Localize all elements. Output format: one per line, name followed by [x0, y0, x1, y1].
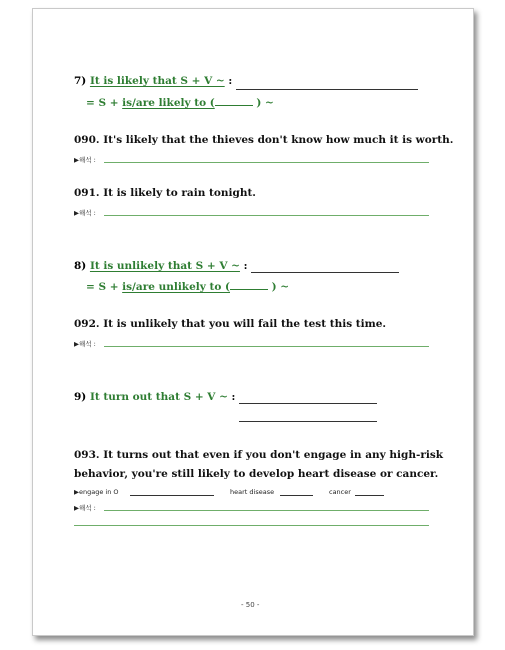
- section-9-blank-1[interactable]: [239, 403, 377, 404]
- section-9-blank-2[interactable]: [239, 421, 377, 422]
- page-number: - 50 -: [241, 601, 260, 609]
- translation-label-090: ▶해석 :: [74, 156, 96, 164]
- section-9-colon: :: [231, 391, 236, 403]
- translation-line-093-1[interactable]: [104, 510, 429, 511]
- translation-label-091: ▶해석 :: [74, 209, 96, 217]
- section-8-heading: [74, 260, 248, 272]
- section-7-rule: [86, 96, 274, 109]
- worksheet-page: [32, 8, 474, 636]
- section-8-close: ) ~: [271, 281, 290, 293]
- section-7-rule-text: is/are likely to (: [122, 97, 215, 109]
- section-8-rule-text: is/are unlikely to (: [122, 281, 230, 293]
- section-8-blank[interactable]: [251, 272, 399, 273]
- vocab-cancer-label: cancer: [329, 488, 351, 496]
- vocab-heart-blank[interactable]: [280, 495, 313, 496]
- translation-label-092: ▶해석 :: [74, 340, 96, 348]
- question-090: 090. It's likely that the thieves don't know how much it is worth.: [74, 134, 454, 146]
- translation-line-090[interactable]: [104, 162, 429, 163]
- section-9-pattern: It turn out that S + V ~: [89, 391, 228, 403]
- question-093-line1: 093. It turns out that even if you don't engage in any high-risk: [74, 449, 444, 461]
- section-7-blank[interactable]: [236, 89, 418, 90]
- section-9-heading: [74, 391, 235, 403]
- section-7-close: ) ~: [256, 97, 274, 109]
- section-7-colon: :: [228, 75, 233, 87]
- question-093-line2: behavior, you're still likely to develop heart disease or cancer.: [74, 468, 439, 480]
- section-7-equals: = S +: [86, 97, 119, 109]
- section-8-equals: = S +: [86, 281, 119, 293]
- vocab-engage-blank[interactable]: [130, 495, 214, 496]
- translation-line-092[interactable]: [104, 346, 429, 347]
- vocab-heart-label: heart disease: [230, 488, 275, 496]
- section-8-pattern: It is unlikely that S + V ~: [89, 260, 240, 272]
- section-7-pattern: It is likely that S + V ~: [89, 75, 225, 87]
- translation-line-093-2[interactable]: [74, 525, 429, 526]
- section-7-rule-blank[interactable]: [215, 96, 253, 106]
- section-8-rule: [86, 280, 289, 293]
- translation-label-093: ▶해석 :: [74, 504, 96, 512]
- question-092: 092. It is unlikely that you will fail the test this time.: [74, 318, 387, 330]
- question-091: 091. It is likely to rain tonight.: [74, 187, 256, 199]
- section-8-rule-blank[interactable]: [230, 280, 268, 290]
- section-8-colon: :: [243, 260, 248, 272]
- section-9-number: 9): [74, 391, 87, 403]
- section-8-number: 8): [74, 260, 87, 272]
- vocab-engage-label: ▶engage in O: [74, 488, 119, 496]
- translation-line-091[interactable]: [104, 215, 429, 216]
- section-7-heading: [74, 75, 232, 87]
- vocab-cancer-blank[interactable]: [355, 495, 384, 496]
- section-7-number: 7): [74, 75, 87, 87]
